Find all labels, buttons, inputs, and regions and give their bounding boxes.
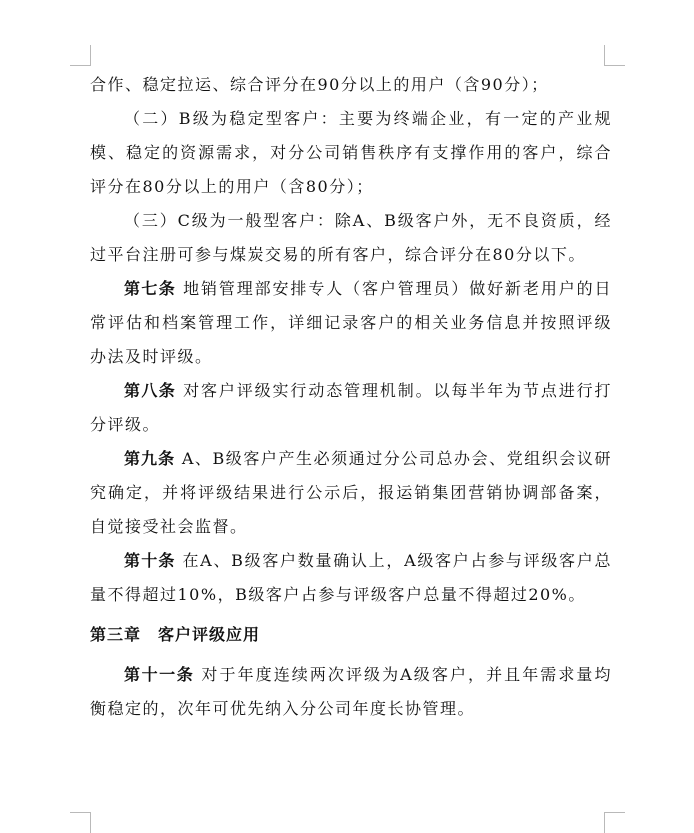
- article-10: [90, 544, 612, 612]
- margin-mark-bottom-right: [604, 812, 625, 833]
- article-11-label: 第十一条: [124, 665, 195, 684]
- article-8-label: 第八条: [124, 381, 177, 400]
- article-10-label: 第十条: [124, 551, 176, 570]
- article-9-label: 第九条: [124, 449, 176, 468]
- margin-mark-top-right: [604, 45, 625, 66]
- paragraph-c-level: （三）C级为一般型客户：除A、B级客户外，无不良资质，经过平台注册可参与煤炭交易的所有客户，综合评分在80分以下。: [90, 211, 612, 264]
- margin-mark-bottom-left: [70, 812, 91, 833]
- article-9: [90, 442, 612, 544]
- article-9-text: A、B级客户产生必须通过分公司总办会、党组织会议研究确定，并将评级结果进行公示后，报运销集团营销协调部备案，自觉接受社会监督。: [90, 449, 612, 536]
- article-11-text: 对于年度连续两次评级为A级客户，并且年需求量均衡稳定的，次年可优先纳入分公司年度长协管理。: [90, 665, 612, 718]
- document-page: [90, 68, 612, 726]
- article-10-text: 在A、B级客户数量确认上，A级客户占参与评级客户总量不得超过10%，B级客户占参与评级客户总量不得超过20%。: [90, 551, 612, 604]
- article-8: [90, 374, 612, 442]
- article-11: [90, 658, 612, 726]
- margin-mark-top-left: [70, 45, 91, 66]
- article-8-text: 对客户评级实行动态管理机制。以每半年为节点进行打分评级。: [90, 381, 612, 434]
- paragraph-b-level: （二）B级为稳定型客户：主要为终端企业，有一定的产业规模、稳定的资源需求，对分公司销售秩序有支撑作用的客户，综合评分在80分以上的用户（含80分）；: [90, 109, 612, 196]
- article-7-label: 第七条: [124, 279, 177, 298]
- chapter-3-heading: 第三章 客户评级应用: [90, 625, 261, 644]
- paragraph-a-level-end: 合作、稳定拉运、综合评分在90分以上的用户（含90分）；: [90, 75, 549, 94]
- article-7-text: 地销管理部安排专人（客户管理员）做好新老用户的日常评估和档案管理工作，详细记录客户的相关业务信息并按照评级办法及时评级。: [90, 279, 612, 366]
- article-7: [90, 272, 612, 374]
